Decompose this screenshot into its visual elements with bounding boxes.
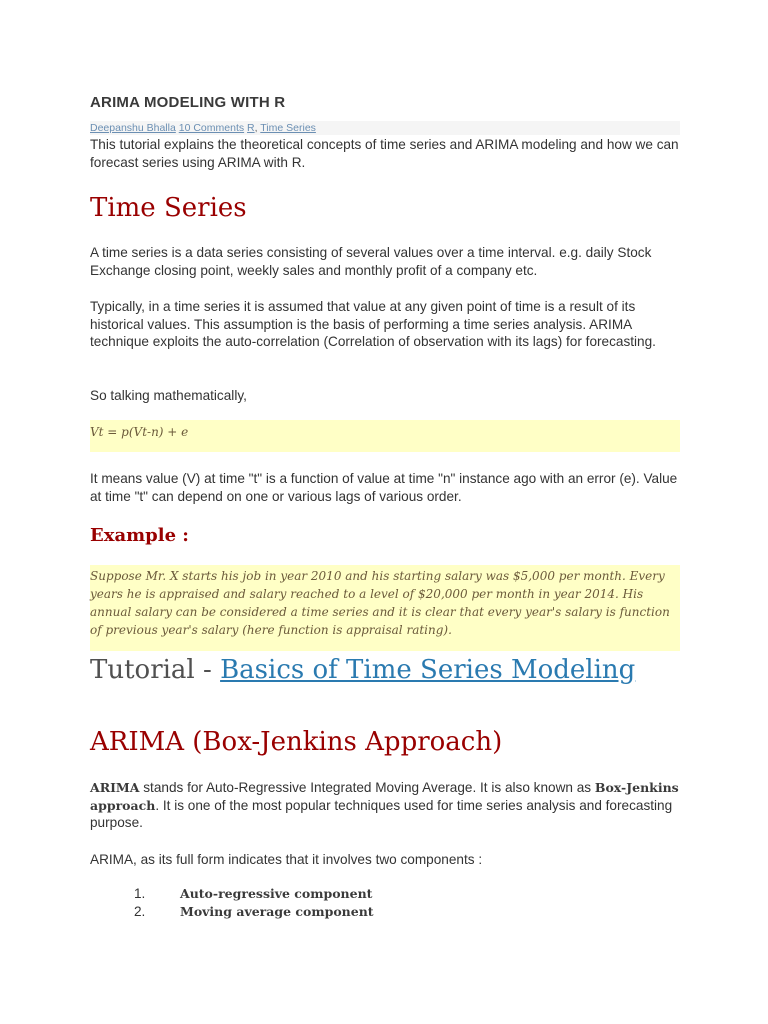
post-title: ARIMA MODELING WITH R	[90, 94, 286, 111]
tag-r-link[interactable]: R	[247, 122, 255, 134]
arima-components-intro: ARIMA, as its full form indicates that it involves two components :	[90, 852, 483, 867]
tutorial-link[interactable]: Basics of Time Series Modeling	[220, 655, 636, 685]
comments-link[interactable]: 10 Comments	[178, 122, 245, 134]
list-number: 2.	[134, 904, 146, 919]
example-box	[90, 565, 680, 651]
example-heading: Example :	[90, 525, 189, 546]
tag-separator: ,	[254, 122, 258, 134]
math-intro: So talking mathematically,	[90, 388, 247, 403]
post-meta	[90, 121, 680, 135]
list-item	[90, 903, 680, 921]
tag-time-series-link[interactable]: Time Series	[260, 122, 316, 134]
box-jenkins-term: Box-Jenkins approach	[90, 780, 679, 813]
formula-box	[90, 420, 680, 452]
arima-def-text1: stands for Auto-Regressive Integrated Moving Average. It is also known as	[139, 780, 595, 795]
time-series-heading: Time Series	[90, 193, 247, 223]
arima-definition	[90, 779, 680, 832]
example-text: Suppose Mr. X starts his job in year 2010 and his starting salary was $5,000 per month. Every years he is appraised and salary reached to a level of $20,000 per month in year 2014. His annual salary can be considered a time series and it is clear that every year's salary is function of previous year's salary (here function is appraisal rating).	[90, 569, 670, 637]
time-series-definition: A time series is a data series consisting of several values over a time interval. e.g. daily Stock Exchange closing point, weekly sales and monthly profit of a company etc.	[90, 245, 652, 278]
tutorial-heading	[90, 654, 635, 686]
author-link[interactable]: Deepanshu Bhalla	[90, 122, 176, 134]
components-list	[90, 885, 680, 921]
time-series-assumption: Typically, in a time series it is assumed that value at any given point of time is a result of its historical values. This assumption is the basis of performing a time series analysis. ARIMA technique exploits the auto-correlation (Correlation of observation with its lags) for forecasting.	[90, 299, 656, 349]
list-item	[90, 885, 680, 903]
list-number: 1.	[134, 886, 146, 901]
arima-term: ARIMA	[90, 780, 140, 795]
formula: Vt = p(Vt-n) + e	[90, 425, 189, 439]
arima-heading: ARIMA (Box-Jenkins Approach)	[90, 727, 503, 757]
arima-def-text2: . It is one of the most popular techniques used for time series analysis and forecasting purpose.	[90, 797, 673, 830]
list-label: Auto-regressive component	[180, 886, 373, 901]
list-label: Moving average component	[180, 904, 374, 919]
intro-paragraph: This tutorial explains the theoretical concepts of time series and ARIMA modeling and how we can forecast series using ARIMA with R.	[90, 137, 679, 170]
formula-explanation: It means value (V) at time "t" is a function of value at time "n" instance ago with an error (e). Value at time "t" can depend on one or various lags of various order.	[90, 471, 678, 504]
tutorial-prefix: Tutorial -	[90, 655, 221, 685]
